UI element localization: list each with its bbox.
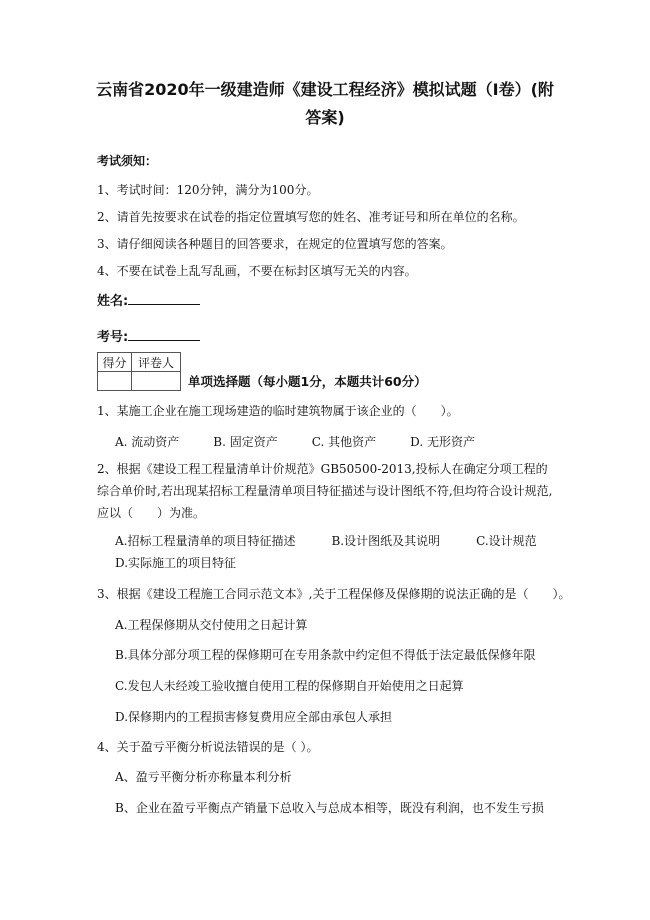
notice-item-2: 2、请首先按要求在试卷的指定位置填写您的姓名、准考证号和所在单位的名称。 xyxy=(97,210,525,224)
question-1: 1、某施工企业在施工现场建造的临时建筑物属于该企业的（ ）。 xyxy=(97,404,459,418)
q3-option-b: B.具体分部分项工程的保修期可在专用条款中约定但不得低于法定最低保修年限 xyxy=(115,648,536,662)
section-title: 单项选择题（每小题1分，本题共计60分） xyxy=(188,374,427,389)
score-header: 得分 xyxy=(98,353,132,372)
q4-option-b: B、企业在盈亏平衡点产销量下总收入与总成本相等，既没有利润，也不发生亏损 xyxy=(115,801,544,815)
q1-option-d: D. 无形资产 xyxy=(410,435,475,449)
question-4: 4、关于盈亏平衡分析说法错误的是（ ）。 xyxy=(97,740,319,754)
q1-option-b: B. 固定资产 xyxy=(213,435,278,449)
question-2: 2、根据《建设工程工程量清单计价规范》GB50500-2013,投标人在确定分项工程的综合单价时,若出现某招标工程量清单项目特征描述与设计图纸不符,但均符合设计规范,应以（ ）为准。 xyxy=(97,462,553,520)
notice-item-3: 3、请仔细阅读各种题目的回答要求，在规定的位置填写您的答案。 xyxy=(97,237,453,251)
score-cell xyxy=(98,372,132,391)
name-blank[interactable] xyxy=(128,291,200,305)
question-2-options: A.招标工程量清单的项目特征描述 B.设计图纸及其说明 C.设计规范 D.实际施工的项目特征 xyxy=(115,534,573,570)
name-field xyxy=(97,290,200,309)
notice-heading: 考试须知： xyxy=(97,154,158,168)
grader-header: 评卷人 xyxy=(132,353,181,372)
q4-option-a: A、盈亏平衡分析亦称量本利分析 xyxy=(115,770,292,784)
name-label: 姓名: xyxy=(97,294,129,309)
q3-option-a: A.工程保修期从交付使用之日起计算 xyxy=(115,618,308,632)
id-field xyxy=(97,326,200,345)
score-table xyxy=(97,352,181,391)
notice-item-1: 1、考试时间：120分钟，满分为100分。 xyxy=(97,183,319,197)
q3-option-d: D.保修期内的工程损害修复费用应全部由承包人承担 xyxy=(115,710,393,724)
question-3: 3、根据《建设工程施工合同示范文本》,关于工程保修及保修期的说法正确的是（ ）。 xyxy=(97,587,571,601)
q3-option-c: C.发包人未经竣工验收擅自使用工程的保修期自开始使用之日起算 xyxy=(115,679,464,693)
q1-option-c: C. 其他资产 xyxy=(311,435,377,449)
document-title: 云南省2020年一级建造师《建设工程经济》模拟试题（I卷）(附答案) xyxy=(96,80,554,127)
id-blank[interactable] xyxy=(128,327,200,341)
q1-option-a: A. 流动资产 xyxy=(115,435,180,449)
question-1-options xyxy=(115,433,475,450)
grader-cell xyxy=(132,372,181,391)
notice-item-4: 4、不要在试卷上乱写乱画，不要在标封区填写无关的内容。 xyxy=(97,264,417,278)
id-label: 考号: xyxy=(97,330,129,345)
